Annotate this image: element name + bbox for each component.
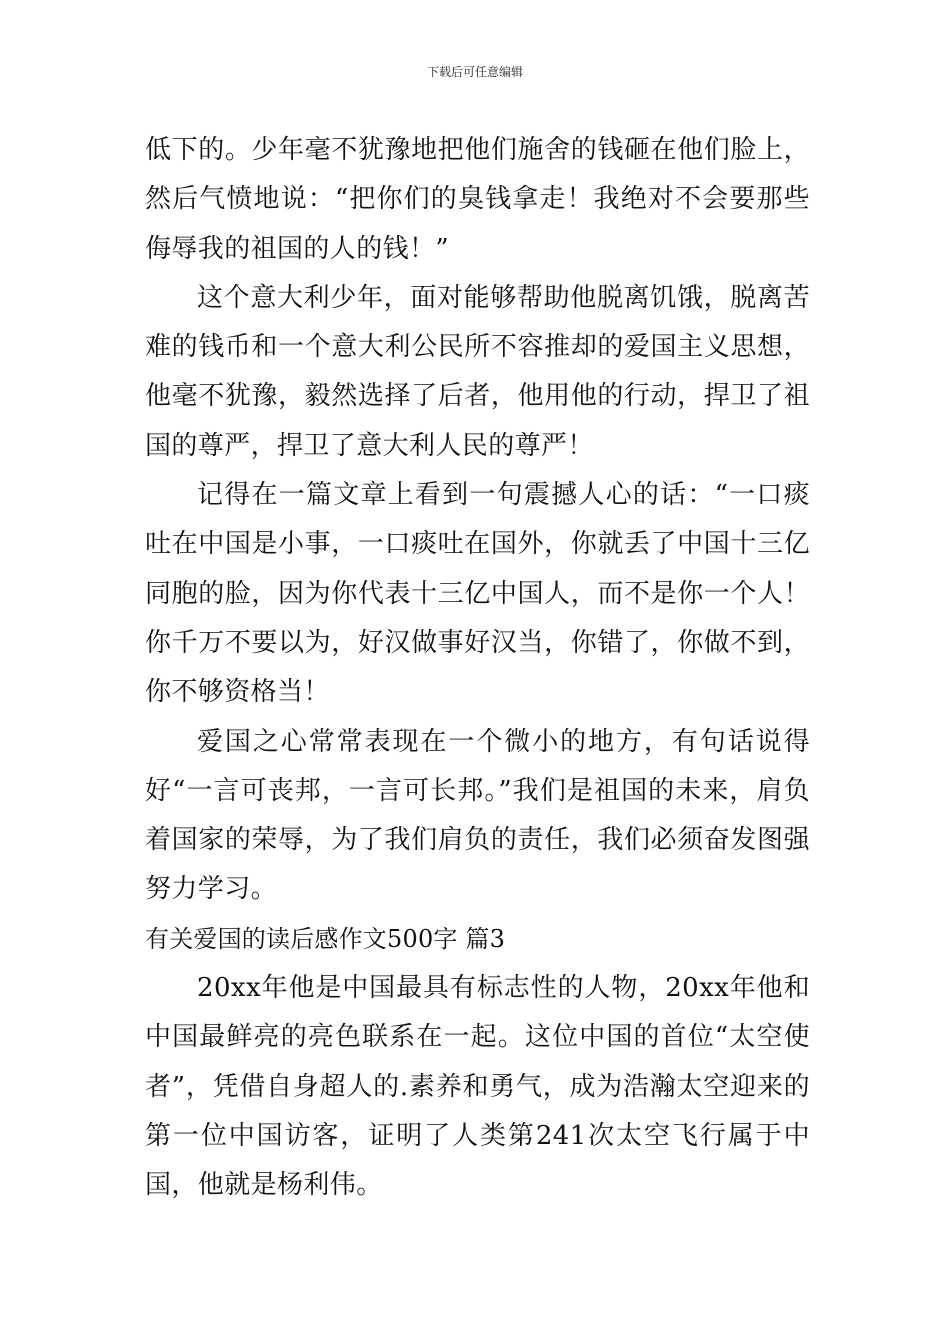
- section-heading: 有关爱国的读后感作文500字 篇3: [145, 924, 506, 953]
- paragraph-2: 这个意大利少年，面对能够帮助他脱离饥饿，脱离苦难的钱币和一个意大利公民所不容推却的爱国主义思想，他毫不犹豫，毅然选择了后者，他用他的行动，捍卫了祖国的尊严，捍卫了意大利人民的尊严！: [145, 282, 810, 461]
- section-paragraph-1: 20xx年他是中国最具有标志性的人物，20xx年他和中国最鲜亮的亮色联系在一起。这位中国的首位“太空使者”，凭借自身超人的.素养和勇气，成为浩瀚太空迎来的第一位中国访客，证明了人类第241次太空飞行属于中国，他就是杨利伟。: [145, 973, 810, 1201]
- paragraph-3: 记得在一篇文章上看到一句震撼人心的话：“一口痰吐在中国是小事，一口痰吐在国外，你就丢了中国十三亿同胞的脸，因为你代表十三亿中国人，而不是你一个人！你千万不要以为，好汉做事好汉当，你错了，你做不到，你不够资格当！: [145, 480, 810, 708]
- paragraph-4: 爱国之心常常表现在一个微小的地方，有句话说得好“一言可丧邦，一言可长邦。”我们是祖国的未来，肩负着国家的荣辱，为了我们肩负的责任，我们必须奋发图强努力学习。: [145, 726, 810, 905]
- document-body: [145, 126, 810, 1211]
- page-header: 下载后可任意编辑: [426, 65, 523, 79]
- paragraph-1: 低下的。少年毫不犹豫地把他们施舍的钱砸在他们脸上，然后气愤地说：“把你们的臭钱拿走！我绝对不会要那些侮辱我的祖国的人的钱！”: [145, 135, 810, 264]
